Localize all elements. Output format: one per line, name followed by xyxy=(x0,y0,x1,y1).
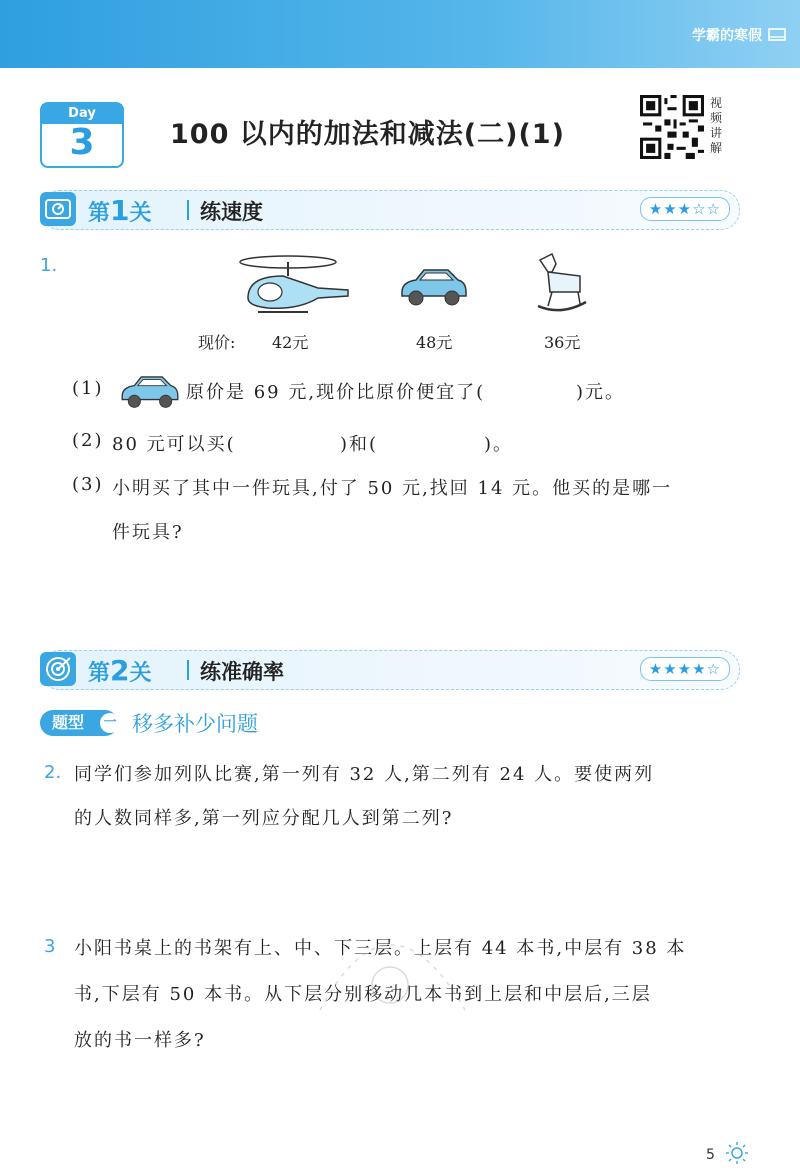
brand-title: 学霸的寒假 xyxy=(692,28,762,44)
book-icon xyxy=(768,28,786,42)
section-1-header xyxy=(40,190,740,230)
section-2-divider xyxy=(187,660,189,680)
helicopter-icon xyxy=(238,248,353,318)
q1-sub3-number: (3) xyxy=(72,474,104,495)
section-1-stars: ★★★☆☆ xyxy=(640,197,730,221)
watermark-seal xyxy=(300,900,480,1030)
header-bar xyxy=(0,0,800,68)
section-1-post: 关 xyxy=(129,201,152,226)
toy-car-icon xyxy=(118,370,182,410)
q1-sub2-text-b: )和( xyxy=(340,434,379,455)
question-3-line1: 小阳书桌上的书架有上、中、下三层。上层有 44 本书,中层有 38 本 xyxy=(74,938,687,959)
q1-sub3-line1: 小明买了其中一件玩具,付了 50 元,找回 14 元。他买的是哪一 xyxy=(112,478,673,499)
q1-sub2-text-c: )。 xyxy=(484,434,514,455)
question-2-line2: 的人数同样多,第一列应分配几人到第二列? xyxy=(74,808,454,829)
target-icon xyxy=(40,652,76,686)
brand xyxy=(692,25,786,45)
section-2-stars: ★★★★☆ xyxy=(640,657,730,681)
section-1-name: 练速度 xyxy=(200,200,263,224)
question-3-line2: 书,下层有 50 本书。从下层分别移动几本书到上层和中层后,三层 xyxy=(74,984,652,1005)
section-2-pre: 第 xyxy=(88,661,111,686)
speed-icon xyxy=(40,192,76,226)
q1-sub1-end: )元。 xyxy=(576,382,626,403)
section-2-header xyxy=(40,650,740,690)
qr-code-icon[interactable] xyxy=(640,95,704,159)
price-car: 48元 xyxy=(416,333,453,352)
page-number: 5 xyxy=(706,1147,715,1163)
section-2-number: 2 xyxy=(110,654,130,687)
q1-sub1-number: (1) xyxy=(72,378,104,399)
price-horse: 36元 xyxy=(544,333,581,352)
question-2-line1: 同学们参加列队比赛,第一列有 32 人,第二列有 24 人。要使两列 xyxy=(74,764,655,785)
section-2-post: 关 xyxy=(129,661,152,686)
q1-sub2-text-a: 80 元可以买( xyxy=(112,434,236,455)
price-helicopter: 42元 xyxy=(272,333,309,352)
day-label: Day xyxy=(42,104,122,124)
q1-sub3-line2: 件玩具? xyxy=(112,522,184,543)
sun-icon xyxy=(724,1140,750,1166)
section-1-number: 1 xyxy=(110,194,130,227)
topic-label: 题型 xyxy=(40,710,118,736)
day-badge xyxy=(40,102,124,168)
section-1-divider xyxy=(187,200,189,220)
price-label: 现价: xyxy=(198,333,236,352)
topic-title: 移多补少问题 xyxy=(132,712,258,736)
question-2-number: 2. xyxy=(44,762,62,783)
day-number: 3 xyxy=(69,122,95,163)
section-1-pre: 第 xyxy=(88,201,111,226)
q1-sub1-text: 原价是 69 元,现价比原价便宜了( xyxy=(186,382,486,403)
section-2-label xyxy=(88,654,152,687)
q1-sub2-number: (2) xyxy=(72,430,104,451)
qr-caption: 视频讲解 xyxy=(710,96,723,155)
question-1-number: 1. xyxy=(40,255,58,276)
topic-number: 一 xyxy=(100,713,120,733)
page-title: 100 以内的加法和减法(二)(1) xyxy=(170,119,565,150)
question-3-number: 3 xyxy=(44,936,56,957)
section-1-label xyxy=(88,194,152,227)
question-3-line3: 放的书一样多? xyxy=(74,1030,206,1051)
rocking-horse-icon xyxy=(530,250,592,316)
toy-car-icon xyxy=(398,262,470,308)
section-2-name: 练准确率 xyxy=(200,660,284,684)
